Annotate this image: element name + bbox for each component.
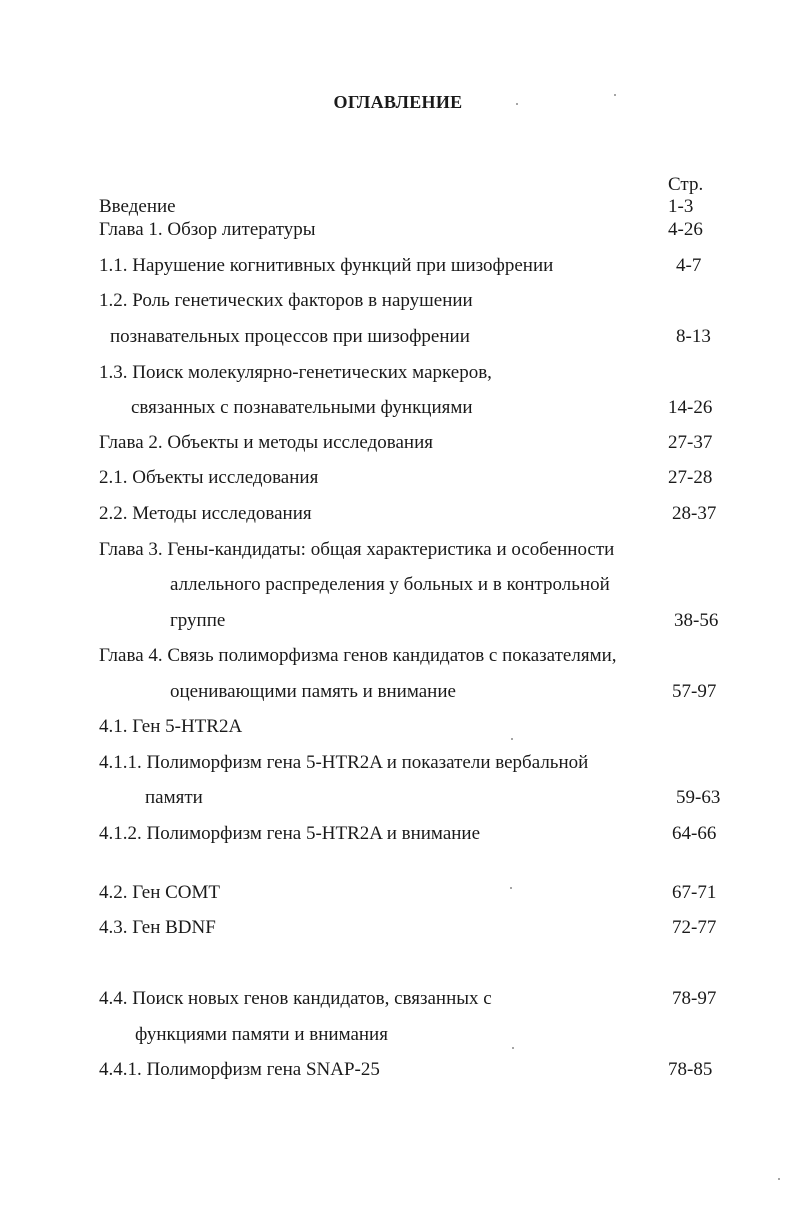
toc-entry-pages: 4-26 xyxy=(668,219,703,240)
toc-entry-label-continuation: аллельного распределения у больных и в контрольной xyxy=(170,574,610,595)
toc-entry-pages: 27-28 xyxy=(668,467,713,488)
toc-entry-pages: 78-85 xyxy=(668,1059,713,1080)
toc-entry-pages: 67-71 xyxy=(672,882,717,903)
toc-entry-label-continuation: памяти xyxy=(145,787,203,808)
toc-entry-pages: 27-37 xyxy=(668,432,713,453)
scan-speck xyxy=(516,103,518,105)
toc-entry-label-continuation: функциями памяти и внимания xyxy=(135,1024,388,1045)
toc-entry-pages: 8-13 xyxy=(676,326,711,347)
toc-entry-pages: 1-3 xyxy=(668,196,694,217)
toc-entry-label: 4.4.1. Полиморфизм гена SNAP-25 xyxy=(99,1059,380,1080)
page-column-header: Стр. xyxy=(668,174,704,195)
scan-speck xyxy=(512,1047,514,1049)
toc-entry-label: Глава 1. Обзор литературы xyxy=(99,219,316,240)
toc-entry-label: 4.1.1. Полиморфизм гена 5-HTR2A и показатели вербальной xyxy=(99,752,589,773)
toc-entry-label: Глава 4. Связь полиморфизма генов кандидатов с показателями, xyxy=(99,645,617,666)
toc-entry-label: Введение xyxy=(99,196,176,217)
toc-entry-label-continuation: познавательных процессов при шизофрении xyxy=(110,326,470,347)
page-title: ОГЛАВЛЕНИЕ xyxy=(333,92,463,112)
toc-entry-pages: 72-77 xyxy=(672,917,717,938)
scan-speck xyxy=(510,887,512,889)
toc-entry-label: 4.1. Ген 5-HTR2A xyxy=(99,716,243,737)
toc-entry-pages: 64-66 xyxy=(672,823,717,844)
toc-entry-label: 2.1. Объекты исследования xyxy=(99,467,319,488)
toc-entry-pages: 28-37 xyxy=(672,503,717,524)
toc-entry-pages: 57-97 xyxy=(672,681,717,702)
scan-speck xyxy=(511,738,513,740)
toc-entry-label: 4.2. Ген COMT xyxy=(99,882,221,903)
toc-entry-label: 1.2. Роль генетических факторов в нарушении xyxy=(99,290,473,311)
toc-entry-pages: 38-56 xyxy=(674,610,719,631)
toc-entry-label-continuation: группе xyxy=(170,610,226,631)
scan-speck xyxy=(614,94,616,96)
toc-entry-pages: 14-26 xyxy=(668,397,713,418)
toc-entry-label: 1.1. Нарушение когнитивных функций при шизофрении xyxy=(99,255,554,276)
toc-entry-label: 4.3. Ген BDNF xyxy=(99,917,216,938)
toc-entry-pages: 59-63 xyxy=(676,787,721,808)
toc-entry-label: Глава 2. Объекты и методы исследования xyxy=(99,432,434,453)
toc-entry-label-continuation: связанных с познавательными функциями xyxy=(131,397,473,418)
toc-entry-label: Глава 3. Гены-кандидаты: общая характеристика и особенности xyxy=(99,539,615,560)
toc-entry-label-continuation: оценивающими память и внимание xyxy=(170,681,456,702)
toc-entry-label: 2.2. Методы исследования xyxy=(99,503,312,524)
scan-speck xyxy=(778,1178,780,1180)
toc-entry-label: 1.3. Поиск молекулярно-генетических маркеров, xyxy=(99,362,492,383)
toc-entry-pages: 78-97 xyxy=(672,988,717,1009)
toc-entry-pages: 4-7 xyxy=(676,255,702,276)
toc-entry-label: 4.4. Поиск новых генов кандидатов, связанных с xyxy=(99,988,492,1009)
toc-entry-label: 4.1.2. Полиморфизм гена 5-HTR2A и внимание xyxy=(99,823,481,844)
